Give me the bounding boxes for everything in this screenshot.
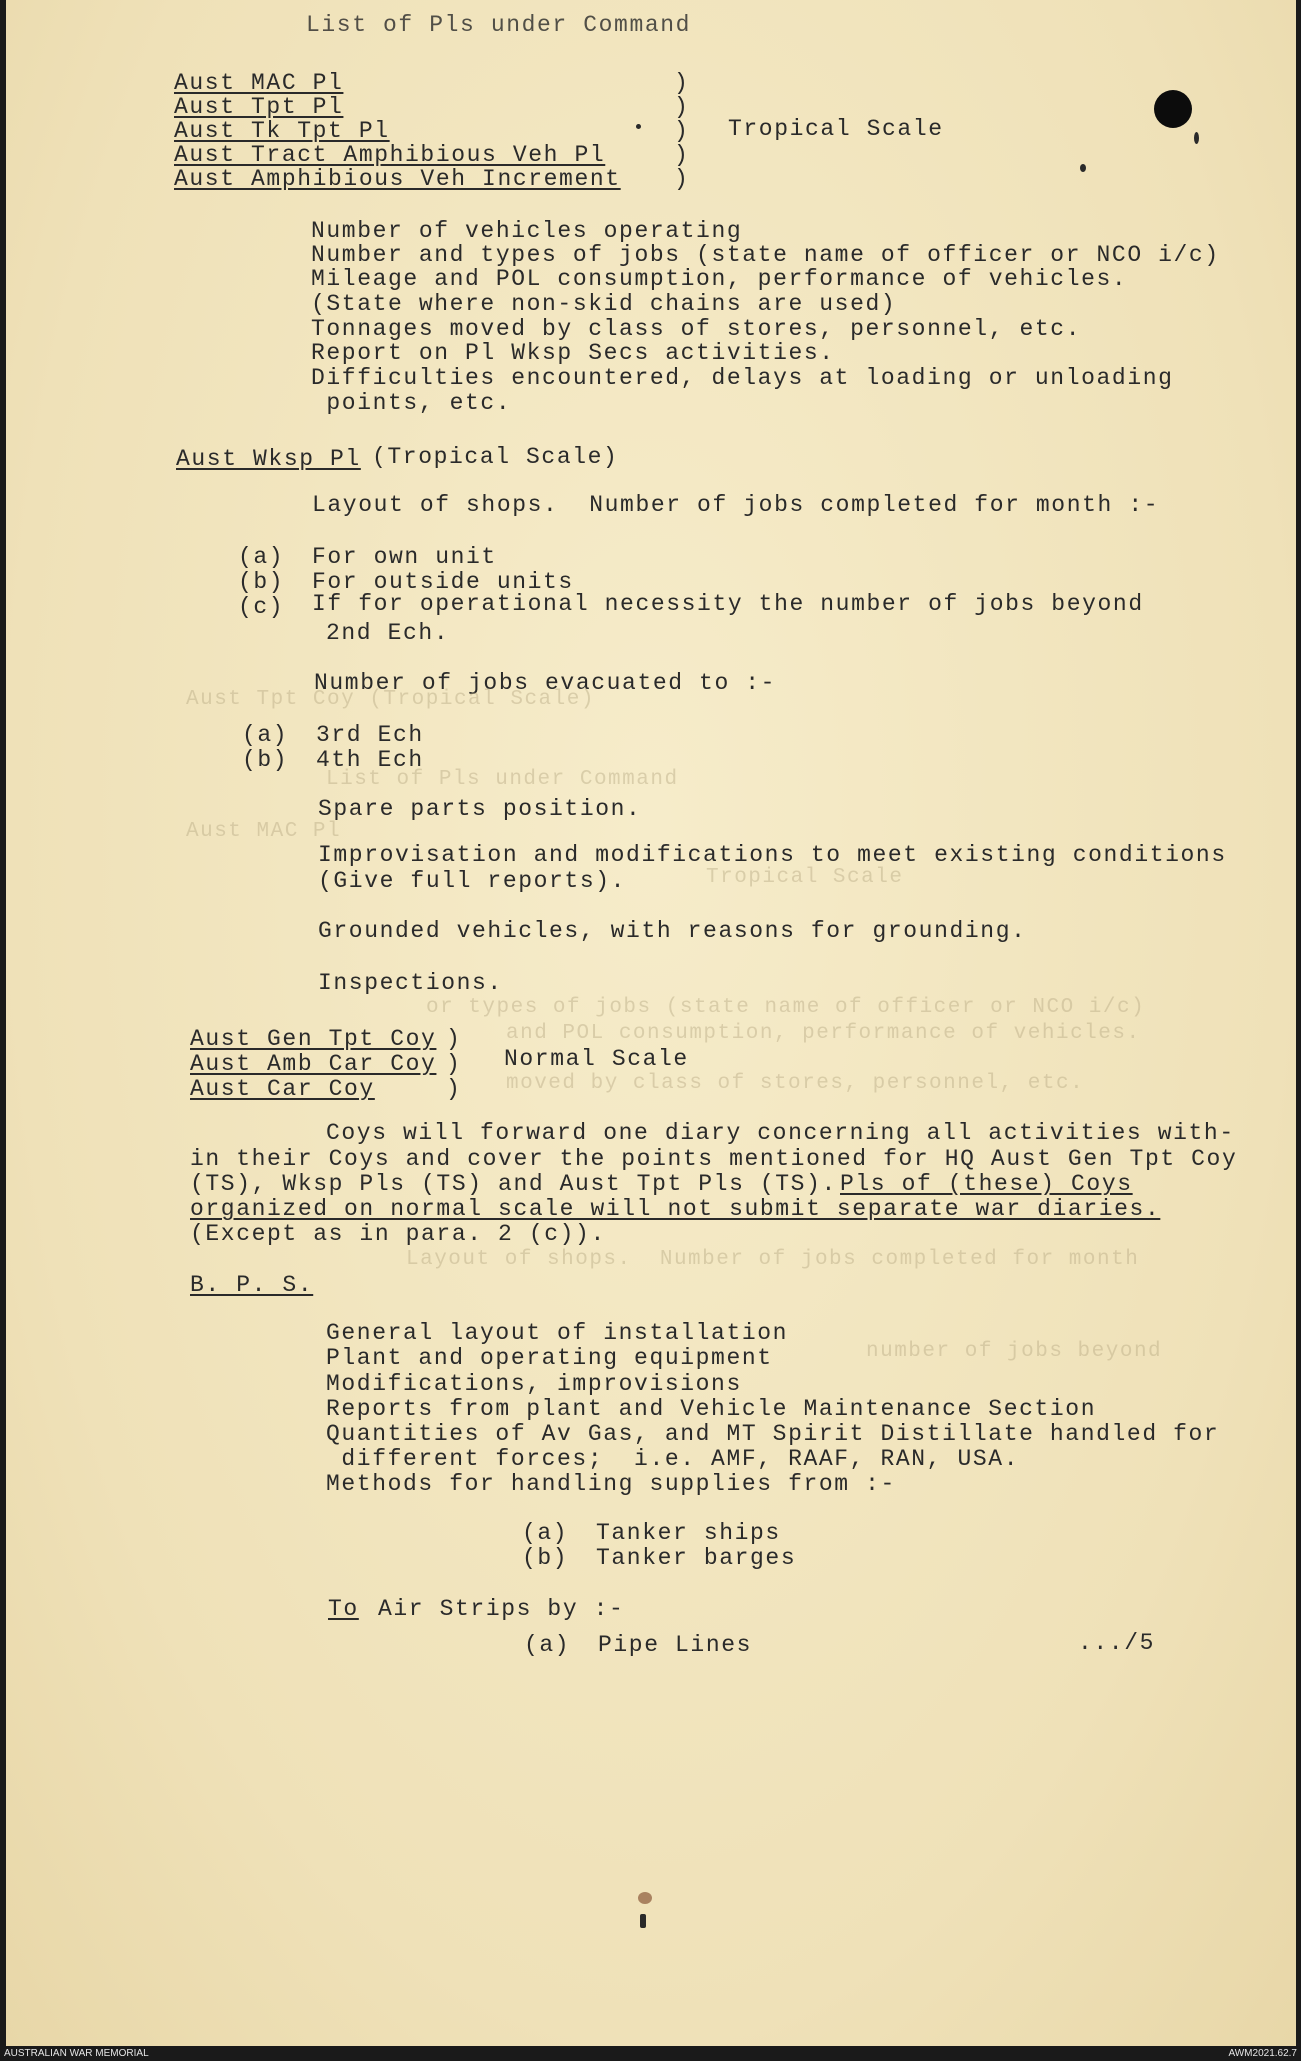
section-heading-wksp: Aust Wksp Pl bbox=[176, 446, 361, 472]
item-letter: (c) bbox=[238, 594, 285, 620]
item-text-cont: 2nd Ech. bbox=[326, 620, 450, 646]
item-text: Tanker ships bbox=[596, 1520, 781, 1546]
bracket: ) bbox=[674, 166, 690, 192]
item-letter: (b) bbox=[242, 747, 289, 773]
unit-item: Aust Amb Car Coy bbox=[190, 1051, 437, 1077]
paragraph-underlined: Pls of (these) Coys bbox=[840, 1171, 1133, 1197]
ink-speck bbox=[636, 124, 641, 129]
list-item: Number of vehicles operating bbox=[311, 218, 743, 244]
ink-speck bbox=[1080, 164, 1086, 172]
unit-item: Aust Amphibious Veh Increment bbox=[174, 166, 621, 192]
spare-parts: Spare parts position. bbox=[318, 796, 642, 822]
evacuated-line: Number of jobs evacuated to :- bbox=[314, 670, 777, 696]
unit-item: Aust Tk Tpt Pl bbox=[174, 118, 390, 144]
list-item: Methods for handling supplies from :- bbox=[326, 1471, 896, 1497]
airstrips-to: To bbox=[328, 1596, 359, 1622]
bracket: ) bbox=[446, 1076, 462, 1102]
bleed-through-text: Aust Tpt Coy (Tropical Scale) bbox=[186, 688, 595, 711]
list-item: Plant and operating equipment bbox=[326, 1345, 773, 1371]
list-item: Difficulties encountered, delays at loading or unloading bbox=[311, 365, 1174, 391]
inspections-line: Inspections. bbox=[318, 970, 503, 996]
list-item: Tonnages moved by class of stores, personnel, etc. bbox=[311, 316, 1082, 342]
normal-scale-label: Normal Scale bbox=[504, 1046, 689, 1072]
unit-item: Aust MAC Pl bbox=[174, 70, 344, 96]
bleed-through-text: Aust MAC Pl bbox=[186, 820, 342, 843]
layout-line: Layout of shops. Number of jobs completed for month :- bbox=[312, 492, 1160, 518]
item-letter: (a) bbox=[242, 722, 289, 748]
item-text: 4th Ech bbox=[316, 747, 424, 773]
ink-speck bbox=[640, 1914, 646, 1928]
item-letter: (b) bbox=[522, 1545, 569, 1571]
item-text: If for operational necessity the number of jobs beyond bbox=[312, 591, 1144, 617]
improvisation-line: (Give full reports). bbox=[318, 868, 627, 894]
item-letter: (a) bbox=[524, 1632, 571, 1658]
bleed-through-text: number of jobs beyond bbox=[866, 1340, 1163, 1363]
list-item: General layout of installation bbox=[326, 1320, 789, 1346]
list-item: (State where non-skid chains are used) bbox=[311, 291, 897, 317]
item-text: Tanker barges bbox=[596, 1545, 797, 1571]
unit-item: Aust Tpt Pl bbox=[174, 94, 344, 120]
paragraph-line: Coys will forward one diary concerning all activities with- bbox=[326, 1120, 1235, 1146]
bleed-through-text: List of Pls under Command bbox=[326, 768, 679, 791]
bleed-through-text: Tropical Scale bbox=[706, 866, 904, 889]
tropical-scale-label: Tropical Scale bbox=[728, 116, 944, 142]
list-item: Quantities of Av Gas, and MT Spirit Distillate handled for bbox=[326, 1421, 1220, 1447]
bleed-through-text: moved by class of stores, personnel, etc. bbox=[506, 1072, 1085, 1095]
list-item: Modifications, improvisions bbox=[326, 1371, 742, 1397]
bracket: ) bbox=[674, 70, 690, 96]
unit-item: Aust Gen Tpt Coy bbox=[190, 1026, 437, 1052]
list-item: Number and types of jobs (state name of officer or NCO i/c) bbox=[311, 242, 1220, 268]
cut-off-heading: List of Pls under Command bbox=[306, 12, 692, 38]
bleed-through-text: or types of jobs (state name of officer or NCO i/c) bbox=[426, 996, 1146, 1019]
paper-stain bbox=[638, 1892, 652, 1904]
section-heading-bps: B. P. S. bbox=[190, 1272, 314, 1298]
continued-marker: .../5 bbox=[1078, 1630, 1156, 1656]
unit-item: Aust Car Coy bbox=[190, 1076, 375, 1102]
item-letter: (a) bbox=[522, 1520, 569, 1546]
document-page bbox=[6, 0, 1296, 2046]
bleed-through-text: and POL consumption, performance of vehicles. bbox=[506, 1022, 1141, 1045]
airstrips-line: Air Strips by :- bbox=[378, 1596, 625, 1622]
footer-left: AUSTRALIAN WAR MEMORIAL bbox=[4, 2048, 149, 2059]
bleed-through-text: Layout of shops. Number of jobs completed for month bbox=[406, 1248, 1140, 1271]
bracket: ) bbox=[446, 1051, 462, 1077]
paragraph-line: in their Coys and cover the points mentioned for HQ Aust Gen Tpt Coy bbox=[190, 1146, 1238, 1172]
list-item: Report on Pl Wksp Secs activities. bbox=[311, 340, 835, 366]
section-heading-scale: (Tropical Scale) bbox=[372, 444, 619, 470]
item-text: For own unit bbox=[312, 544, 497, 570]
item-letter: (a) bbox=[238, 544, 285, 570]
item-text: 3rd Ech bbox=[316, 722, 424, 748]
unit-item: Aust Tract Amphibious Veh Pl bbox=[174, 142, 606, 168]
paragraph-line: (Except as in para. 2 (c)). bbox=[190, 1221, 606, 1247]
item-letter: (b) bbox=[238, 569, 285, 595]
bracket: ) bbox=[674, 94, 690, 120]
paragraph-line: (TS), Wksp Pls (TS) and Aust Tpt Pls (TS). bbox=[190, 1171, 837, 1197]
footer-right: AWM2021.62.7 bbox=[1228, 2048, 1297, 2059]
bracket: ) bbox=[446, 1026, 462, 1052]
list-item: Mileage and POL consumption, performance of vehicles. bbox=[311, 266, 1128, 292]
improvisation-line: Improvisation and modifications to meet existing conditions bbox=[318, 842, 1227, 868]
list-item: different forces; i.e. AMF, RAAF, RAN, USA. bbox=[326, 1446, 1020, 1472]
paragraph-line: organized on normal scale will not submit separate war diaries. bbox=[190, 1196, 1161, 1222]
item-text: For outside units bbox=[312, 569, 574, 595]
bracket: ) bbox=[674, 118, 690, 144]
punch-hole bbox=[1154, 90, 1192, 128]
list-item: Reports from plant and Vehicle Maintenance Section bbox=[326, 1396, 1097, 1422]
grounded-line: Grounded vehicles, with reasons for grounding. bbox=[318, 918, 1027, 944]
item-text: Pipe Lines bbox=[598, 1632, 753, 1658]
list-item: points, etc. bbox=[311, 390, 512, 416]
ink-speck bbox=[1194, 132, 1199, 144]
bracket: ) bbox=[674, 142, 690, 168]
